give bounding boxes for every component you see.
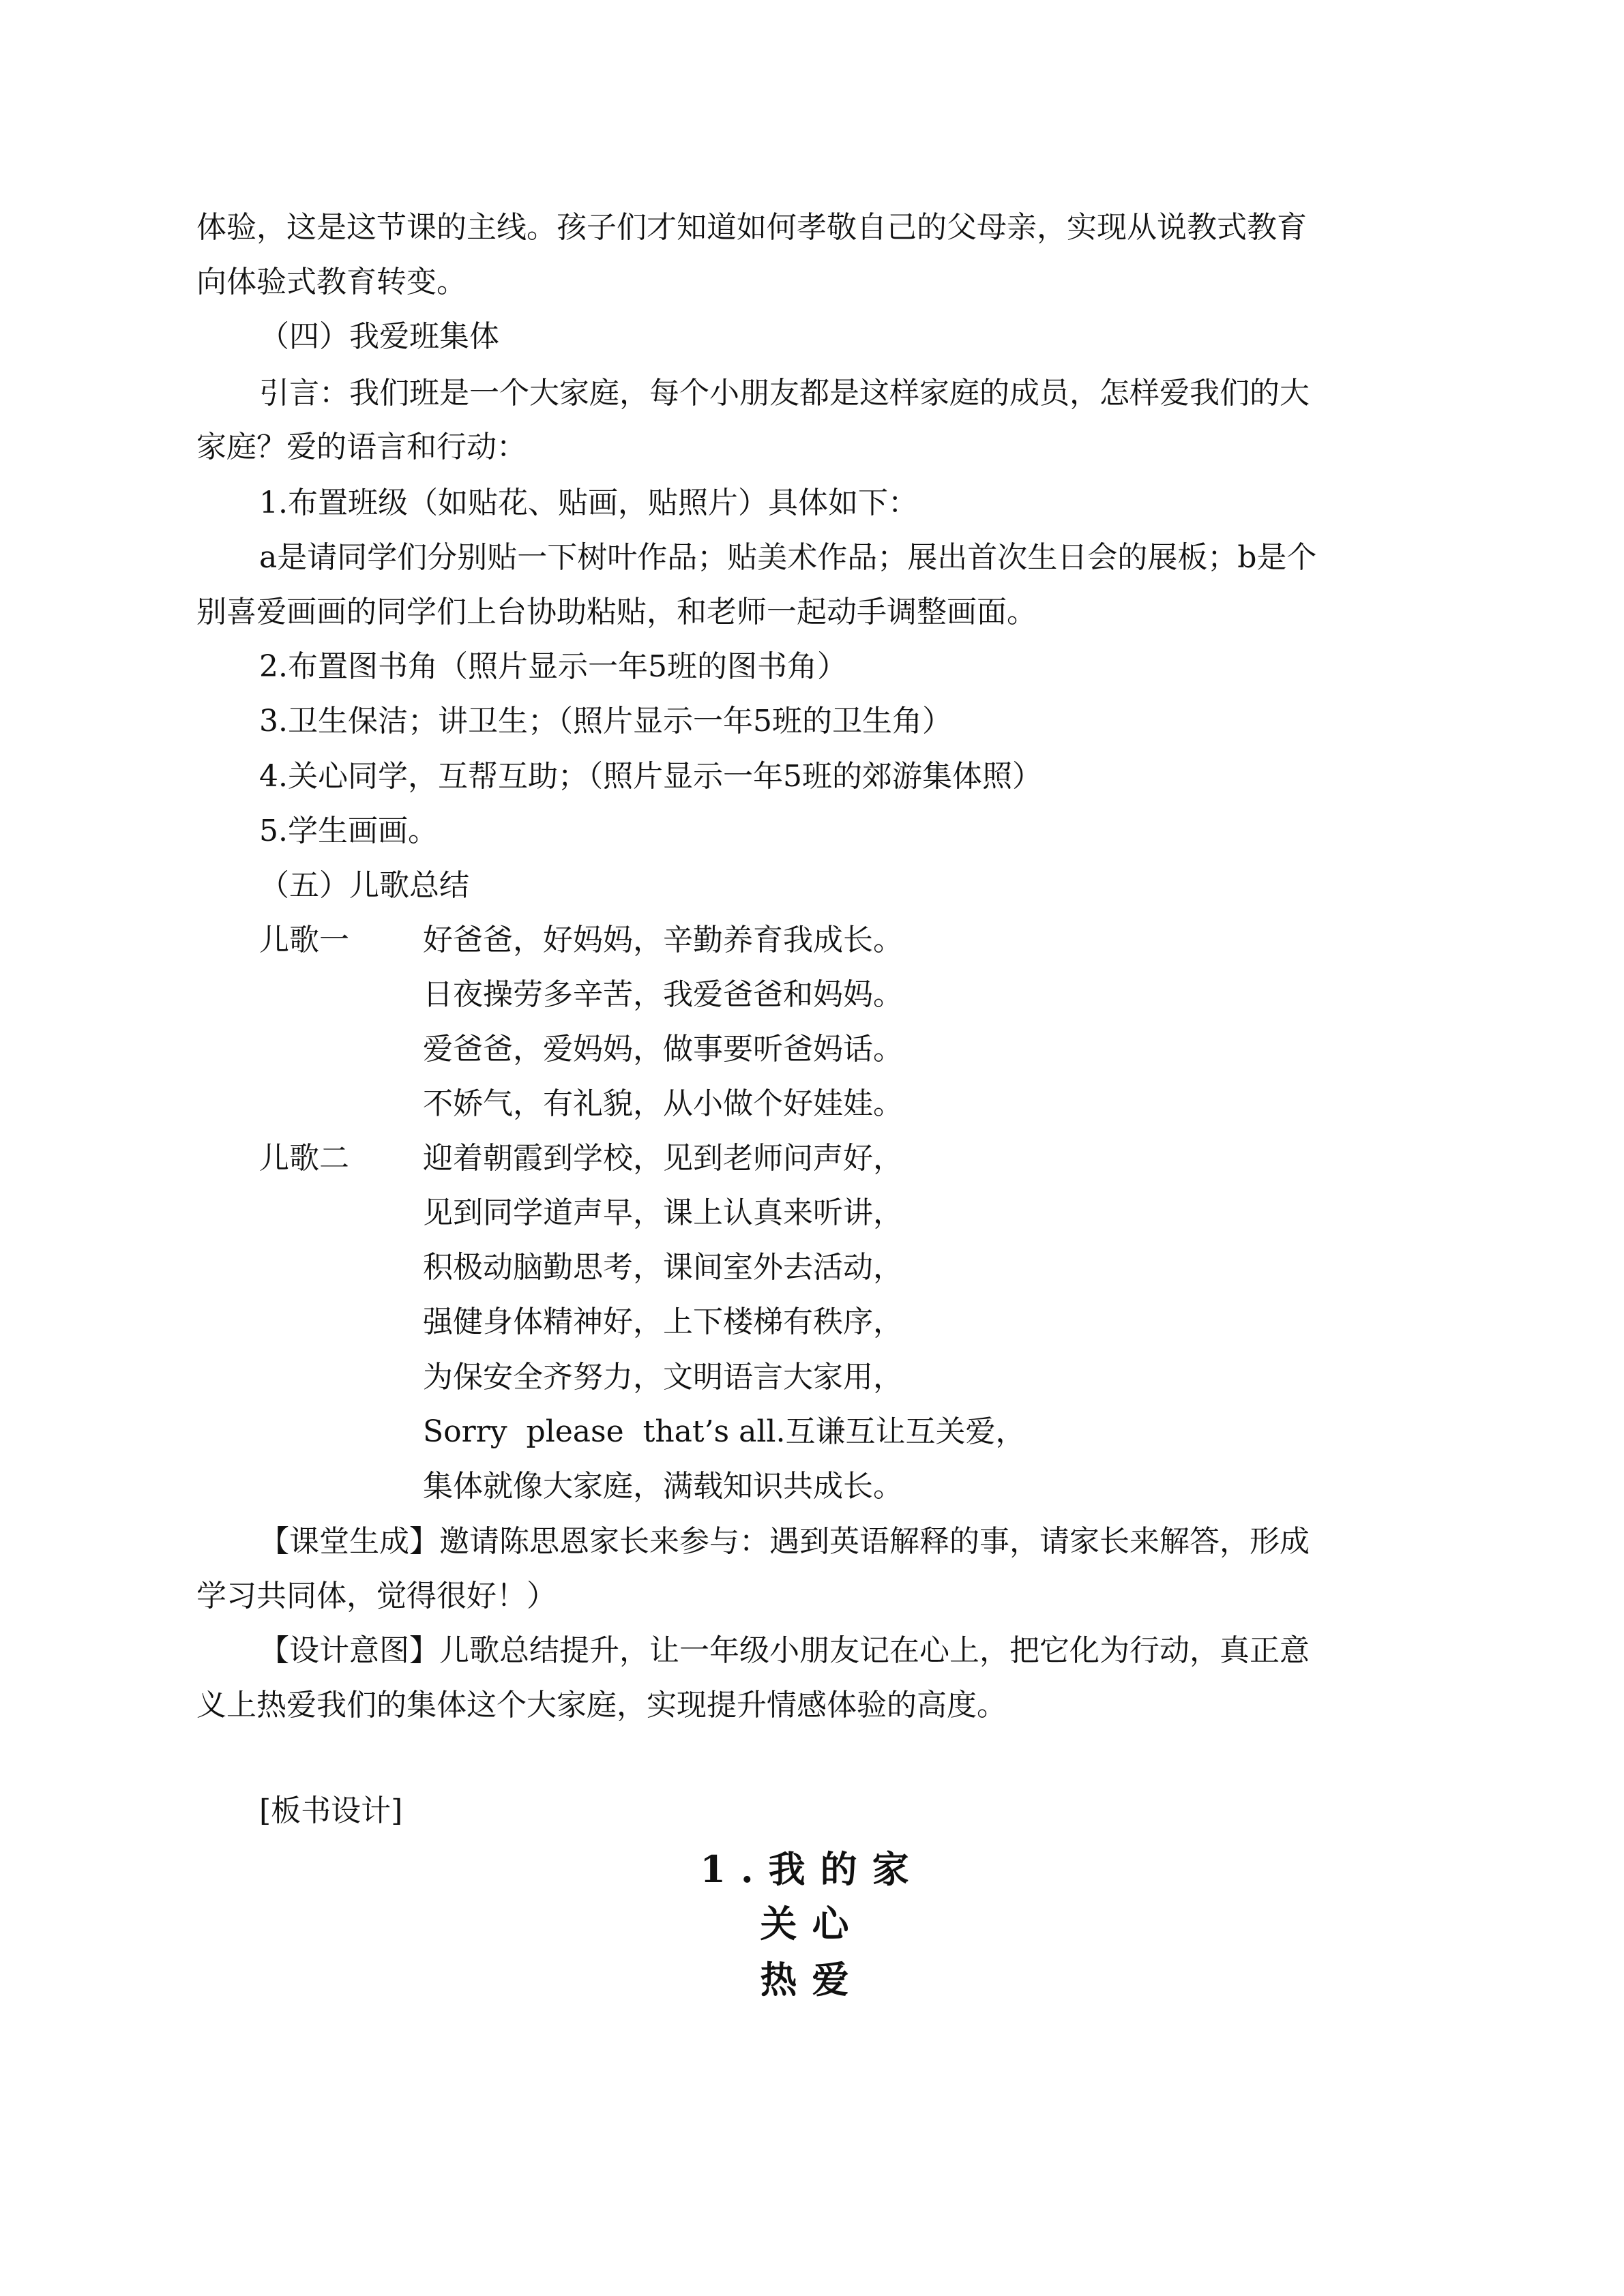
song-1-label: 儿歌一 <box>259 923 349 957</box>
list-item-3: 3.卫生保洁；讲卫生；（照片显示一年5班的卫生角） <box>259 704 952 739</box>
board-design-heading: [板书设计] <box>259 1793 403 1828</box>
list-item-1-detail-line-2: 别喜爱画画的同学们上台协助粘贴，和老师一起动手调整画面。 <box>196 595 1037 629</box>
song-2-line-2: 见到同学道声早，课上认真来听讲， <box>423 1195 903 1230</box>
board-line-2: 关心 <box>760 1902 864 1945</box>
board-line-3: 热爱 <box>760 1958 864 2001</box>
classroom-generation-line-2: 学习共同体，觉得很好！） <box>196 1579 557 1613</box>
list-item-1: 1.布置班级（如贴花、贴画，贴照片）具体如下： <box>259 486 918 520</box>
classroom-generation-line-1: 【课堂生成】邀请陈思恩家长来参与：遇到英语解释的事，请家长来解答，形成 <box>259 1524 1310 1559</box>
song-2-line-1: 迎着朝霞到学校，见到老师问声好， <box>423 1141 903 1176</box>
song-1-line-3: 爱爸爸，爱妈妈，做事要听爸妈话。 <box>423 1032 903 1067</box>
song-2-line-4: 强健身体精神好，上下楼梯有秩序， <box>423 1304 903 1339</box>
song-1-line-1: 好爸爸，好妈妈，辛勤养育我成长。 <box>423 923 903 957</box>
list-item-2: 2.布置图书角（照片显示一年5班的图书角） <box>259 649 847 684</box>
board-title: 1.我的家 <box>700 1847 924 1891</box>
song-2-line-6: Sorry please that’s all.互谦互让互关爱， <box>423 1414 1026 1449</box>
list-item-4: 4.关心同学，互帮互助；（照片显示一年5班的郊游集体照） <box>259 759 1042 794</box>
design-intent-line-1: 【设计意图】儿歌总结提升，让一年级小朋友记在心上，把它化为行动，真正意 <box>259 1633 1310 1668</box>
song-2-label: 儿歌二 <box>259 1141 349 1176</box>
section-5-heading: （五）儿歌总结 <box>259 868 469 903</box>
design-intent-line-2: 义上热爱我们的集体这个大家庭，实现提升情感体验的高度。 <box>196 1688 1007 1723</box>
list-item-5: 5.学生画画。 <box>259 814 438 848</box>
intro-line-1: 体验，这是这节课的主线。孩子们才知道如何孝敬自己的父母亲，实现从说教式教育 <box>196 210 1307 245</box>
list-item-1-detail-line-1: a是请同学们分别贴一下树叶作品；贴美术作品；展出首次生日会的展板；b是个 <box>259 540 1317 575</box>
section-4-heading: （四）我爱班集体 <box>259 319 499 354</box>
section-4-lead-line-2: 家庭？爱的语言和行动： <box>196 430 527 464</box>
song-1-line-2: 日夜操劳多辛苦，我爱爸爸和妈妈。 <box>423 977 903 1012</box>
intro-line-2: 向体验式教育转变。 <box>196 265 467 299</box>
song-1-line-4: 不娇气，有礼貌，从小做个好娃娃。 <box>423 1086 903 1121</box>
song-2-line-7: 集体就像大家庭，满载知识共成长。 <box>423 1469 903 1504</box>
song-2-line-5: 为保安全齐努力，文明语言大家用， <box>423 1360 903 1395</box>
section-4-lead-line-1: 引言：我们班是一个大家庭，每个小朋友都是这样家庭的成员，怎样爱我们的大 <box>259 376 1310 411</box>
song-2-line-3: 积极动脑勤思考，课间室外去活动， <box>423 1250 903 1285</box>
